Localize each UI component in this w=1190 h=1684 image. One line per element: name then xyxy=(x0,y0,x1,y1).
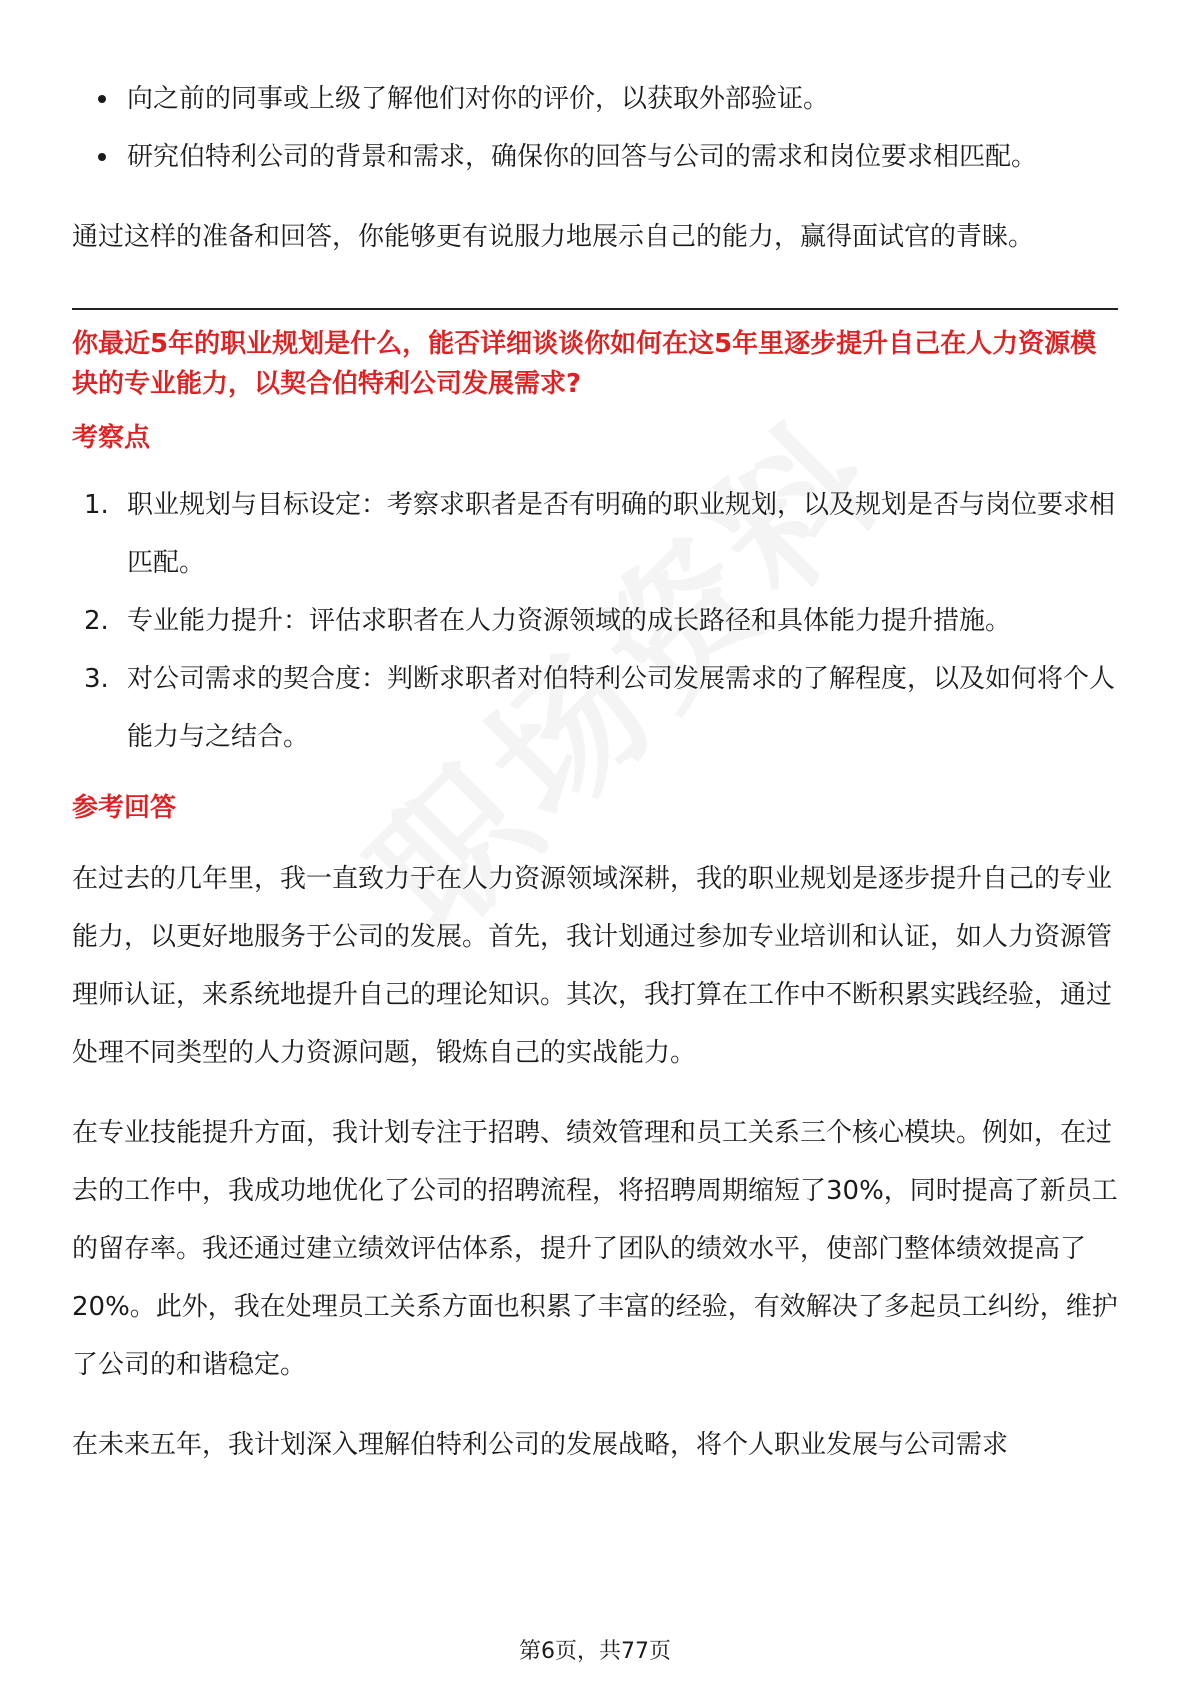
question-heading: 你最近5年的职业规划是什么，能否详细谈谈你如何在这5年里逐步提升自己在人力资源模块的专业能力，以契合伯特利公司发展需求? xyxy=(72,329,1097,399)
bullet-icon xyxy=(98,153,106,161)
section-divider xyxy=(72,308,1118,310)
list-item: 1. 职业规划与目标设定：考察求职者是否有明确的职业规划，以及规划是否与岗位要求相匹配。 xyxy=(84,490,1116,578)
list-item: 研究伯特利公司的背景和需求，确保你的回答与公司的需求和岗位要求相匹配。 xyxy=(72,128,1118,186)
bullet-icon xyxy=(98,95,106,103)
answer-label: 参考回答 xyxy=(72,793,177,823)
exam-points-list xyxy=(72,476,1118,766)
bullet-list xyxy=(72,70,1118,186)
list-item: 3. 对公司需求的契合度：判断求职者对伯特利公司发展需求的了解程度，以及如何将个人能力与之结合。 xyxy=(84,664,1116,752)
list-item: 向之前的同事或上级了解他们对你的评价，以获取外部验证。 xyxy=(72,70,1118,128)
answer-paragraph: 在过去的几年里，我一直致力于在人力资源领域深耕，我的职业规划是逐步提升自己的专业能力，以更好地服务于公司的发展。首先，我计划通过参加专业培训和认证，如人力资源管理师认证，来系统地提升自己的理论知识。其次，我打算在工作中不断积累实践经验，通过处理不同类型的人力资源问题，锻炼自己的实战能力。 xyxy=(72,864,1113,1068)
answer-paragraph: 在未来五年，我计划深入理解伯特利公司的发展战略，将个人职业发展与公司需求 xyxy=(72,1430,1009,1460)
page-content xyxy=(72,70,1118,1474)
exam-points-label: 考察点 xyxy=(72,423,151,453)
answer-paragraph: 在专业技能提升方面，我计划专注于招聘、绩效管理和员工关系三个核心模块。例如，在过去的工作中，我成功地优化了公司的招聘流程，将招聘周期缩短了30%，同时提高了新员工的留存率。我还通过建立绩效评估体系，提升了团队的绩效水平，使部门整体绩效提高了20%。此外，我在处理员工关系方面也积累了丰富的经验，有效解决了多起员工纠纷，维护了公司的和谐稳定。 xyxy=(72,1118,1118,1380)
page-number: 第6页，共77页 xyxy=(519,1639,671,1664)
list-item: 2. 专业能力提升：评估求职者在人力资源领域的成长路径和具体能力提升措施。 xyxy=(84,606,1012,636)
closing-paragraph: 通过这样的准备和回答，你能够更有说服力地展示自己的能力，赢得面试官的青睐。 xyxy=(72,222,1035,252)
